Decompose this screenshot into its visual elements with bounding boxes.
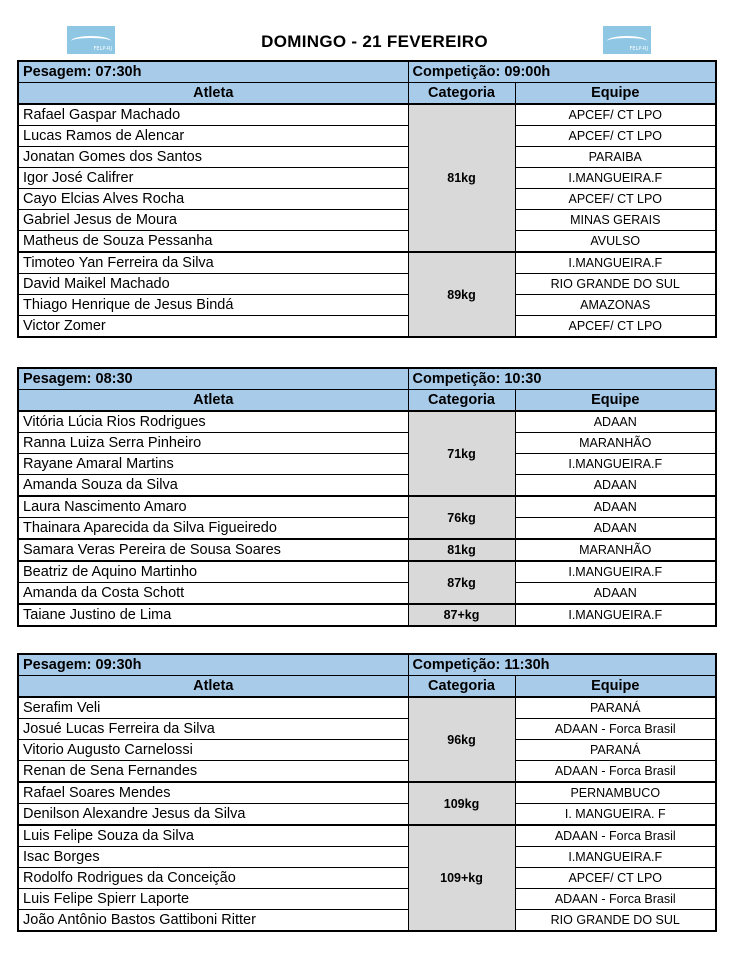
athlete-name: Matheus de Souza Pessanha [18,231,408,253]
team-name: I.MANGUEIRA.F [515,604,716,626]
athlete-name: Denilson Alexandre Jesus da Silva [18,804,408,826]
athlete-name: Luis Felipe Spierr Laporte [18,889,408,910]
team-name: PERNAMBUCO [515,782,716,804]
session-block-1 [17,60,715,338]
athlete-column-header: Atleta [18,390,408,412]
weight-category: 81kg [408,539,515,561]
table-row [18,411,716,433]
weight-category: 89kg [408,252,515,337]
team-column-header: Equipe [515,676,716,698]
team-name: APCEF/ CT LPO [515,189,716,210]
category-column-header: Categoria [408,390,515,412]
page-title: DOMINGO - 21 FEVEREIRO [261,32,488,51]
athlete-name: Renan de Sena Fernandes [18,761,408,783]
athlete-name: Thainara Aparecida da Silva Figueiredo [18,518,408,540]
team-name: ADAAN - Forca Brasil [515,761,716,783]
athlete-name: Igor José Califrer [18,168,408,189]
schedule-table [17,367,717,627]
team-name: PARAIBA [515,147,716,168]
team-name: ADAAN [515,496,716,518]
competition-time: Competição: 11:30h [408,654,716,676]
athlete-name: Amanda da Costa Schott [18,583,408,605]
table-row [18,126,716,147]
category-column-header: Categoria [408,676,515,698]
logo-wave-icon [607,36,647,46]
column-header-row [18,676,716,698]
table-row [18,782,716,804]
weight-category: 109+kg [408,825,515,931]
team-name: I.MANGUEIRA.F [515,252,716,274]
athlete-name: Ranna Luiza Serra Pinheiro [18,433,408,454]
table-row [18,210,716,231]
athlete-name: Lucas Ramos de Alencar [18,126,408,147]
table-row [18,740,716,761]
weight-category: 76kg [408,496,515,539]
table-row [18,518,716,540]
table-row [18,804,716,826]
team-name: I.MANGUEIRA.F [515,847,716,868]
session-block-3 [17,653,715,932]
table-row [18,496,716,518]
table-row [18,104,716,126]
team-name: MINAS GERAIS [515,210,716,231]
athlete-name: Taiane Justino de Lima [18,604,408,626]
session-header-row [18,61,716,83]
team-column-header: Equipe [515,83,716,105]
table-row [18,604,716,626]
athlete-name: Laura Nascimento Amaro [18,496,408,518]
team-name: ADAAN - Forca Brasil [515,825,716,847]
athlete-name: Gabriel Jesus de Moura [18,210,408,231]
athlete-name: Isac Borges [18,847,408,868]
athlete-name: Serafim Veli [18,697,408,719]
logo-text: FELP-RJ [629,46,648,52]
table-row [18,910,716,932]
team-name: APCEF/ CT LPO [515,126,716,147]
athlete-name: Rayane Amaral Martins [18,454,408,475]
athlete-name: Rafael Gaspar Machado [18,104,408,126]
competition-time: Competição: 09:00h [408,61,716,83]
team-name: RIO GRANDE DO SUL [515,910,716,932]
athlete-name: Beatriz de Aquino Martinho [18,561,408,583]
weight-category: 96kg [408,697,515,782]
athlete-name: Victor Zomer [18,316,408,338]
team-name: APCEF/ CT LPO [515,868,716,889]
athlete-name: Cayo Elcias Alves Rocha [18,189,408,210]
weigh-in-time: Pesagem: 08:30 [18,368,408,390]
table-row [18,761,716,783]
table-row [18,274,716,295]
table-row [18,475,716,497]
table-row [18,847,716,868]
table-row [18,147,716,168]
athlete-name: Timoteo Yan Ferreira da Silva [18,252,408,274]
athlete-name: Amanda Souza da Silva [18,475,408,497]
table-row [18,825,716,847]
weight-category: 71kg [408,411,515,496]
athlete-name: Josué Lucas Ferreira da Silva [18,719,408,740]
team-name: ADAAN - Forca Brasil [515,889,716,910]
team-name: I.MANGUEIRA.F [515,454,716,475]
table-row [18,295,716,316]
team-name: ADAAN - Forca Brasil [515,719,716,740]
session-header-row [18,654,716,676]
team-name: ADAAN [515,583,716,605]
athlete-name: Rafael Soares Mendes [18,782,408,804]
team-name: I.MANGUEIRA.F [515,561,716,583]
federation-logo-right [603,26,651,54]
table-row [18,433,716,454]
team-name: PARANÁ [515,697,716,719]
weight-category: 109kg [408,782,515,825]
table-row [18,583,716,605]
team-name: PARANÁ [515,740,716,761]
team-name: MARANHÃO [515,539,716,561]
team-name: RIO GRANDE DO SUL [515,274,716,295]
team-column-header: Equipe [515,390,716,412]
team-name: MARANHÃO [515,433,716,454]
athlete-column-header: Atleta [18,83,408,105]
table-row [18,719,716,740]
weight-category: 87+kg [408,604,515,626]
table-row [18,252,716,274]
table-row [18,316,716,338]
table-row [18,168,716,189]
session-header-row [18,368,716,390]
column-header-row [18,390,716,412]
table-row [18,697,716,719]
team-name: ADAAN [515,475,716,497]
team-name: I.MANGUEIRA.F [515,168,716,189]
athlete-name: João Antônio Bastos Gattiboni Ritter [18,910,408,932]
athlete-name: Vitória Lúcia Rios Rodrigues [18,411,408,433]
weigh-in-time: Pesagem: 09:30h [18,654,408,676]
schedule-table [17,60,717,338]
team-name: APCEF/ CT LPO [515,316,716,338]
athlete-name: Vitorio Augusto Carnelossi [18,740,408,761]
weight-category: 87kg [408,561,515,604]
team-name: AVULSO [515,231,716,253]
weight-category: 81kg [408,104,515,252]
table-row [18,889,716,910]
team-name: AMAZONAS [515,295,716,316]
athlete-name: Samara Veras Pereira de Sousa Soares [18,539,408,561]
team-name: ADAAN [515,518,716,540]
schedule-table [17,653,717,932]
athlete-name: David Maikel Machado [18,274,408,295]
table-row [18,539,716,561]
category-column-header: Categoria [408,83,515,105]
athlete-name: Luis Felipe Souza da Silva [18,825,408,847]
weigh-in-time: Pesagem: 07:30h [18,61,408,83]
table-row [18,868,716,889]
table-row [18,189,716,210]
athlete-column-header: Atleta [18,676,408,698]
session-block-2 [17,367,715,627]
table-row [18,231,716,253]
athlete-name: Rodolfo Rodrigues da Conceição [18,868,408,889]
athlete-name: Jonatan Gomes dos Santos [18,147,408,168]
table-row [18,561,716,583]
table-row [18,454,716,475]
team-name: I. MANGUEIRA. F [515,804,716,826]
team-name: APCEF/ CT LPO [515,104,716,126]
column-header-row [18,83,716,105]
athlete-name: Thiago Henrique de Jesus Bindá [18,295,408,316]
logo-text: FELP-RJ [93,46,112,52]
team-name: ADAAN [515,411,716,433]
competition-time: Competição: 10:30 [408,368,716,390]
